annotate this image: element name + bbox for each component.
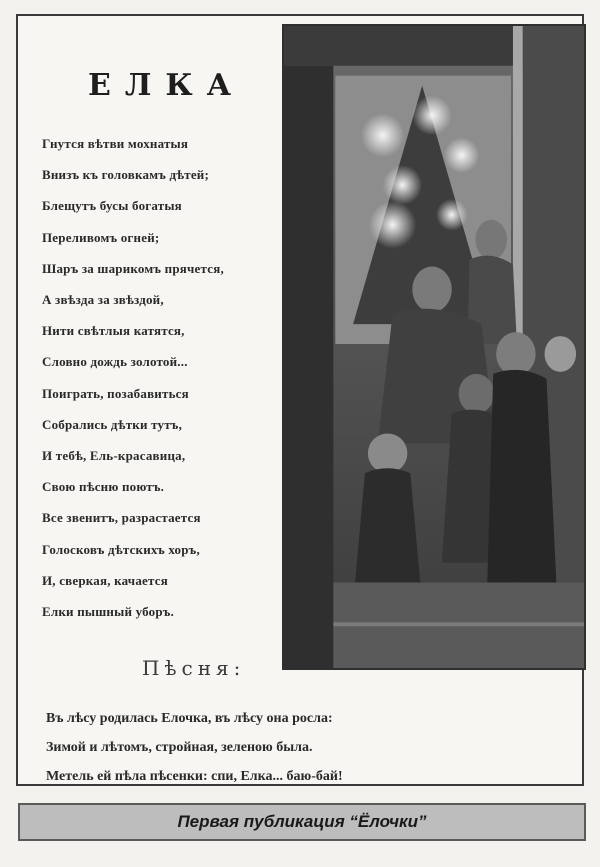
poem-line: Блещутъ бусы богатыя [42,198,182,214]
poem-line: Собрались дѣтки тутъ, [42,416,183,432]
poem-line: Елки пышный уборъ. [42,604,175,620]
poem-line: Голосковъ дѣтскихъ хоръ, [42,541,200,557]
poem-line: И, сверкая, качается [42,572,168,588]
poem-line: Свою пѣсню поютъ. [42,479,165,495]
poem-line: Поиграть, позабавиться [42,385,189,401]
poem-title: ЕЛКА [88,68,246,103]
song-line: Зимой и лѣтомъ, стройная, зеленою была. [46,740,313,755]
poem-line: А звѣзда за звѣздой, [42,292,164,308]
poem-line: Переливомъ огней; [42,229,160,245]
poem-line: Нити свѣтлыя катятся, [42,323,185,339]
poem-text [42,128,307,627]
song-line: Метель ей пѣла пѣсенки: спи, Елка... баю-бай! [46,769,343,784]
christmas-tree-illustration [282,24,586,670]
christmas-tree-children-engraving-icon [284,26,584,668]
poem-line: И тебѣ, Ель-красавица, [42,448,186,464]
poem-line: Словно дождь золотой... [42,354,188,370]
caption: Первая публикация “Ёлочки” [177,812,427,831]
poem-line: Гнутся вѣтви мохнатыя [42,136,189,151]
song-title: Пѣсня: [142,656,246,680]
song-line: Въ лѣсу родилась Елочка, въ лѣсу она росла: [46,711,333,726]
song-text [46,704,586,791]
poem-line: Все звенитъ, разрастается [42,510,201,526]
poem-line: Шаръ за шарикомъ прячется, [42,260,224,276]
caption-bar [18,803,586,841]
poem-line: Внизъ къ головкамъ дѣтей; [42,167,210,183]
